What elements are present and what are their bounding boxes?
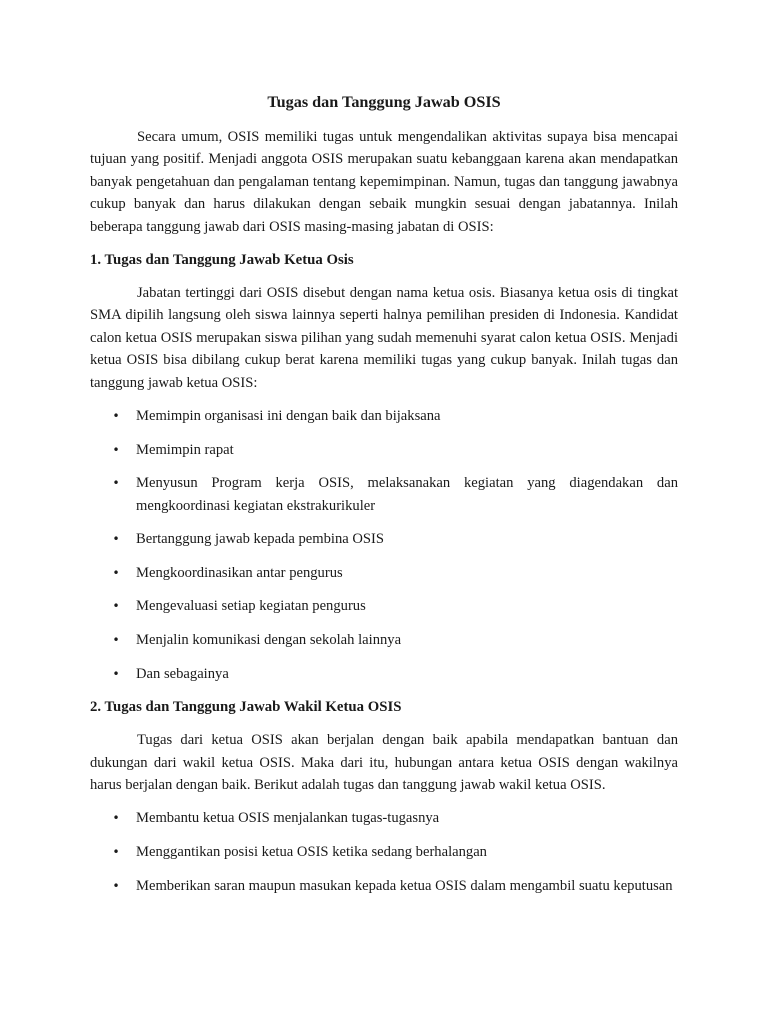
bullet-icon xyxy=(111,405,121,427)
list-item xyxy=(90,807,678,829)
list-item-text: Dan sebagainya xyxy=(136,665,229,682)
bullet-list-wakil xyxy=(90,807,678,897)
bullet-list-ketua xyxy=(90,405,678,685)
bullet-icon xyxy=(111,472,121,494)
list-item-text: Memimpin rapat xyxy=(136,441,234,458)
bullet-icon xyxy=(111,562,121,584)
section-paragraph-ketua: Jabatan tertinggi dari OSIS disebut dengan nama ketua osis. Biasanya ketua osis di tingkat SMA dipilih langsung oleh siswa lainnya seperti halnya pemilihan presiden di Indonesia. Kandidat calon ketua OSIS merupakan siswa pilihan yang sudah memenuhi syarat calon ketua OSIS. Menjadi ketua OSIS bisa dibilang cukup berat karena memiliki tugas yang cukup banyak. Inilah tugas dan tanggung jawab ketua OSIS: xyxy=(90,285,678,391)
list-item xyxy=(90,629,678,651)
bullet-icon xyxy=(111,595,121,617)
section-heading-wakil: 2. Tugas dan Tanggung Jawab Wakil Ketua OSIS xyxy=(90,699,402,716)
list-item-text: Mengkoordinasikan antar pengurus xyxy=(136,564,343,581)
list-item-text: Memberikan saran maupun masukan kepada ketua OSIS dalam mengambil suatu keputusan xyxy=(136,877,673,894)
section-paragraph-wakil: Tugas dari ketua OSIS akan berjalan dengan baik apabila mendapatkan bantuan dan dukungan dari wakil ketua OSIS. Maka dari itu, hubungan antara ketua OSIS dengan wakilnya harus berjalan dengan baik. Berikut adalah tugas dan tanggung jawab wakil ketua OSIS. xyxy=(90,732,678,794)
bullet-icon xyxy=(111,439,121,461)
bullet-icon xyxy=(111,528,121,550)
list-item-text: Membantu ketua OSIS menjalankan tugas-tugasnya xyxy=(136,810,440,827)
list-item xyxy=(90,595,678,617)
list-item xyxy=(90,875,678,897)
list-item-text: Menyusun Program kerja OSIS, melaksanakan kegiatan yang diagendakan dan mengkoordinasi kegiatan ekstrakurikuler xyxy=(136,475,678,514)
section-heading-ketua: 1. Tugas dan Tanggung Jawab Ketua Osis xyxy=(90,252,354,269)
list-item xyxy=(90,528,678,550)
list-item xyxy=(90,663,678,685)
list-item-text: Mengevaluasi setiap kegiatan pengurus xyxy=(136,598,366,615)
document-title: Tugas dan Tanggung Jawab OSIS xyxy=(267,93,501,111)
list-item-text: Bertanggung jawab kepada pembina OSIS xyxy=(136,531,385,548)
intro-paragraph: Secara umum, OSIS memiliki tugas untuk mengendalikan aktivitas supaya bisa mencapai tujuan yang positif. Menjadi anggota OSIS merupakan suatu kebanggaan karena akan mendapatkan banyak pengetahuan dan pengalaman tentang kepemimpinan. Namun, tugas dan tanggung jawabnya cukup banyak dan harus dilakukan dengan sebaik mungkin sesuai dengan jabatannya. Inilah beberapa tanggung jawab dari OSIS masing-masing jabatan di OSIS: xyxy=(90,129,678,235)
list-item-text: Menjalin komunikasi dengan sekolah lainnya xyxy=(136,632,402,649)
list-item xyxy=(90,405,678,427)
list-item xyxy=(90,562,678,584)
list-item xyxy=(90,472,678,517)
list-item-text: Menggantikan posisi ketua OSIS ketika sedang berhalangan xyxy=(136,844,487,861)
bullet-icon xyxy=(111,875,121,897)
list-item xyxy=(90,439,678,461)
bullet-icon xyxy=(111,663,121,685)
list-item-text: Memimpin organisasi ini dengan baik dan bijaksana xyxy=(136,408,441,425)
bullet-icon xyxy=(111,629,121,651)
bullet-icon xyxy=(111,807,121,829)
list-item xyxy=(90,841,678,863)
bullet-icon xyxy=(111,841,121,863)
